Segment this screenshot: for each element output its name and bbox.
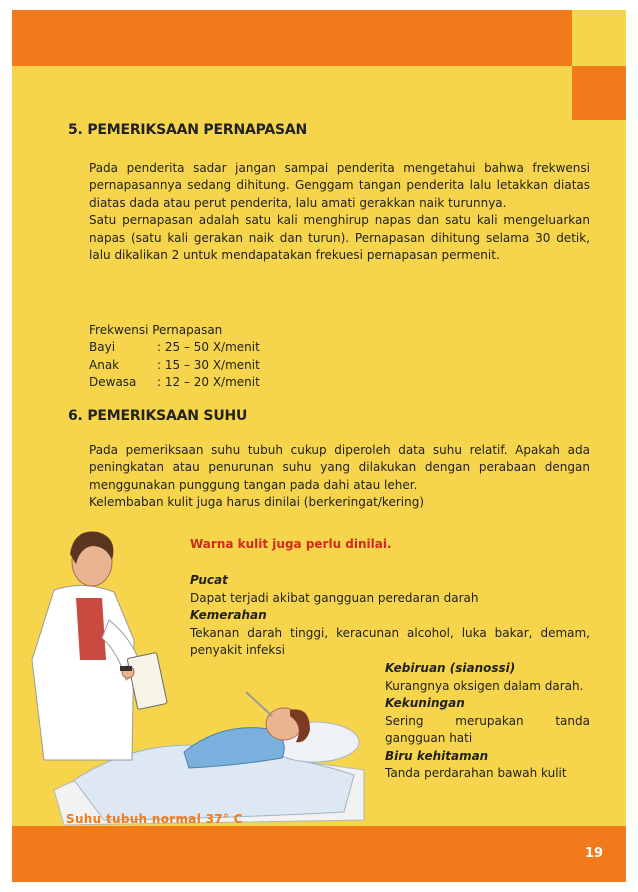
skin-list-right	[385, 660, 590, 783]
frequency-label: Bayi	[89, 340, 116, 355]
thermometer-icon	[246, 692, 272, 716]
section-5-paragraph-2: Satu pernapasan adalah satu kali menghirup napas dan satu kali mengeluarkan napas (satu kali gerakan naik dan turun). Pernapasan dihitung selama 30 detik, lalu dikalikan 2 untuk mendapatakan frekuesi pernapasan permenit.	[89, 213, 590, 263]
frequency-label: Dewasa	[89, 375, 137, 390]
desc-kemerahan: Tekanan darah tinggi, keracunan alcohol, luka bakar, demam, penyakit infeksi	[190, 625, 590, 657]
desc-pucat: Dapat terjadi akibat gangguan peredaran darah	[190, 590, 479, 605]
frequency-label: Anak	[89, 357, 120, 372]
bottom-banner	[12, 826, 626, 882]
top-corner-block	[572, 66, 626, 120]
illustration-caption: Suhu tubuh normal 37° C	[66, 812, 243, 826]
skin-list-left	[190, 572, 590, 660]
frequency-value: : 12 – 20 X/menit	[157, 375, 260, 390]
frequency-value: : 25 – 50 X/menit	[157, 340, 260, 355]
wristwatch-icon	[120, 666, 132, 671]
section-5-paragraph-1: Pada penderita sadar jangan sampai penderita mengetahui bahwa frekwensi pernapasannya sedang dihitung. Genggam tangan penderita lalu letakkan diatas diatas dada atau perut penderita, lalu amati gerakkan naik turunnya.	[89, 161, 590, 210]
desc-biru-kehitaman: Tanda perdarahan bawah kulit	[385, 766, 567, 780]
top-banner	[12, 10, 572, 66]
respiration-frequency-table	[89, 322, 260, 392]
frequency-row-anak	[89, 357, 260, 374]
term-biru-kehitaman: Biru kehitaman	[385, 748, 489, 763]
section-5-body	[89, 160, 590, 264]
term-kebiruan: Kebiruan (sianossi)	[385, 661, 516, 675]
doctor-shirt-icon	[76, 598, 106, 660]
term-kekuningan: Kekuningan	[385, 696, 465, 710]
section-6-body	[89, 442, 590, 512]
skin-color-heading: Warna kulit juga perlu dinilai.	[190, 537, 392, 551]
frequency-row-dewasa	[89, 374, 260, 391]
term-kemerahan: Kemerahan	[190, 608, 267, 622]
section-5-title: 5. PEMERIKSAAN PERNAPASAN	[68, 122, 308, 138]
section-6-paragraph-2: Kelembaban kulit juga harus dinilai (berkeringat/kering)	[89, 495, 424, 510]
section-6-title: 6. PEMERIKSAAN SUHU	[68, 408, 248, 424]
term-pucat: Pucat	[190, 573, 228, 587]
frequency-row-bayi	[89, 339, 260, 356]
page-number: 19	[585, 846, 604, 861]
frequency-value: : 15 – 30 X/menit	[157, 357, 260, 372]
section-6-paragraph-1: Pada pemeriksaan suhu tubuh cukup diperoleh data suhu relatif. Apakah ada peningkatan atau penurunan suhu yang dilakukan dengan perabaan dengan menggunakan punggung tangan pada dahi atau leher.	[89, 443, 590, 492]
desc-kebiruan: Kurangnya oksigen dalam darah.	[385, 678, 584, 693]
frequency-title: Frekwensi Pernapasan	[89, 323, 223, 337]
desc-kekuningan: Sering merupakan tanda gangguan hati	[385, 713, 590, 745]
doctor-patient-illustration	[14, 520, 374, 830]
